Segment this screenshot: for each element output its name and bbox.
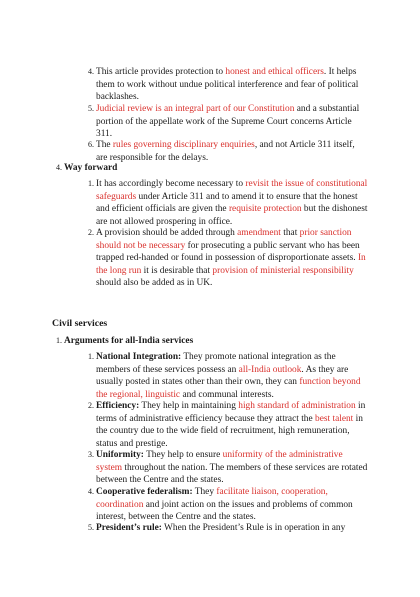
body-text: , and not Article 311 itself, are responsible for the delays. <box>96 140 355 163</box>
body-text: They help to ensure <box>143 450 223 460</box>
list-item-efficiency <box>96 400 368 450</box>
item-label: Cooperative federalism: <box>96 487 193 497</box>
list-item-revisit-safeguards <box>96 178 370 228</box>
body-text: . As they are usually posted in states other than their own, they can <box>96 364 349 388</box>
list-item-uniformity <box>96 449 370 487</box>
highlighted-text: best talent <box>315 413 354 424</box>
list-item-presidents-rule <box>96 522 372 535</box>
item-label: Uniformity: <box>96 450 144 460</box>
item-label: Efficiency: <box>96 401 140 411</box>
body-text: They <box>192 487 217 497</box>
body-text: It has accordingly become necessary to <box>96 179 246 189</box>
item-number: 2. <box>88 228 94 237</box>
arguments-heading: Arguments for all-India services <box>64 336 194 346</box>
way-forward-heading: Way forward <box>64 163 118 173</box>
body-text: They help in maintaining <box>139 401 239 411</box>
list-item-protection <box>96 66 370 104</box>
highlighted-text: Judicial review is an integral part of our Constitution <box>96 104 295 114</box>
body-text: and communal interests. <box>180 389 274 400</box>
item-number: 1. <box>88 179 94 188</box>
highlighted-text: all-India outlook <box>238 364 302 375</box>
highlighted-text: revisit the issue of constitutional safeguards <box>96 179 368 202</box>
civil-services-heading: Civil services <box>52 318 108 329</box>
item-number: 5. <box>88 104 94 113</box>
body-text: . It helps them to work without undue political interference and fear of political backlashes. <box>96 67 359 103</box>
body-text: for prosecuting a public servant who has been trapped red-handed or found in possession of disproportionate assets. <box>96 240 360 264</box>
section-number: 1. <box>56 336 62 345</box>
item-number: 3. <box>88 450 94 459</box>
body-text: it is desirable that <box>141 265 213 276</box>
item-number: 1. <box>88 352 94 361</box>
body-text: and a substantial portion of the appellate work of the Supreme Court concerns Article 311. <box>96 104 360 140</box>
list-item-national-integration <box>96 351 370 401</box>
body-text: in terms of administrative efficiency because they attract the <box>96 401 366 424</box>
body-text: They promote national integration as the members of these services possess an <box>96 352 336 375</box>
item-label: National Integration: <box>96 352 182 362</box>
item-number: 2. <box>88 401 94 410</box>
list-item-judicial-review <box>96 103 366 141</box>
body-text: in the country due to the wide field of recruitment, high remuneration, status and prestige. <box>96 413 363 449</box>
list-item-disciplinary-rules <box>96 139 364 164</box>
item-label: President’s rule: <box>96 523 162 533</box>
highlighted-text: uniformity of the administrative system <box>96 450 343 473</box>
body-text: When the President’s Rule is in operation in any <box>161 523 346 533</box>
highlighted-text: prior sanction should not be necessary <box>96 228 352 251</box>
body-text: A provision should be added through <box>96 228 238 238</box>
body-text: should also be added as in UK. <box>96 278 213 289</box>
list-item-cooperative-federalism <box>96 486 366 524</box>
body-text: that <box>280 228 300 238</box>
body-text: throughout the nation. The members of these services are rotated between the Centre and the states. <box>96 462 368 486</box>
body-text: under Article 311 and to amend it to ensure that the honest and efficient officials are given the <box>96 191 358 215</box>
section-number: 4. <box>56 163 62 172</box>
item-number: 4. <box>88 487 94 496</box>
highlighted-text: provision of ministerial responsibility <box>212 265 354 276</box>
highlighted-text: high standard of administration <box>238 401 356 411</box>
item-number: 6. <box>88 140 94 149</box>
item-number: 4. <box>88 67 94 76</box>
highlighted-text: In the long run <box>96 253 366 276</box>
highlighted-text: amendment <box>237 228 281 238</box>
body-text: but the dishonest are not allowed prospering in office. <box>96 204 368 227</box>
highlighted-text: rules governing disciplinary enquiries <box>112 140 255 150</box>
item-number: 5. <box>88 523 94 532</box>
highlighted-text: function beyond the regional, linguistic <box>96 377 361 400</box>
body-text: and joint action on the issues and problems of common interest, between the Centre and the states. <box>96 499 353 523</box>
body-text: This article provides protection to <box>96 67 226 77</box>
body-text: The <box>96 140 113 150</box>
highlighted-text: requisite protection <box>228 204 302 215</box>
highlighted-text: honest and ethical officers <box>225 67 324 77</box>
list-item-prior-sanction <box>96 227 366 290</box>
highlighted-text: facilitate liaison, cooperation, coordination <box>96 487 328 510</box>
